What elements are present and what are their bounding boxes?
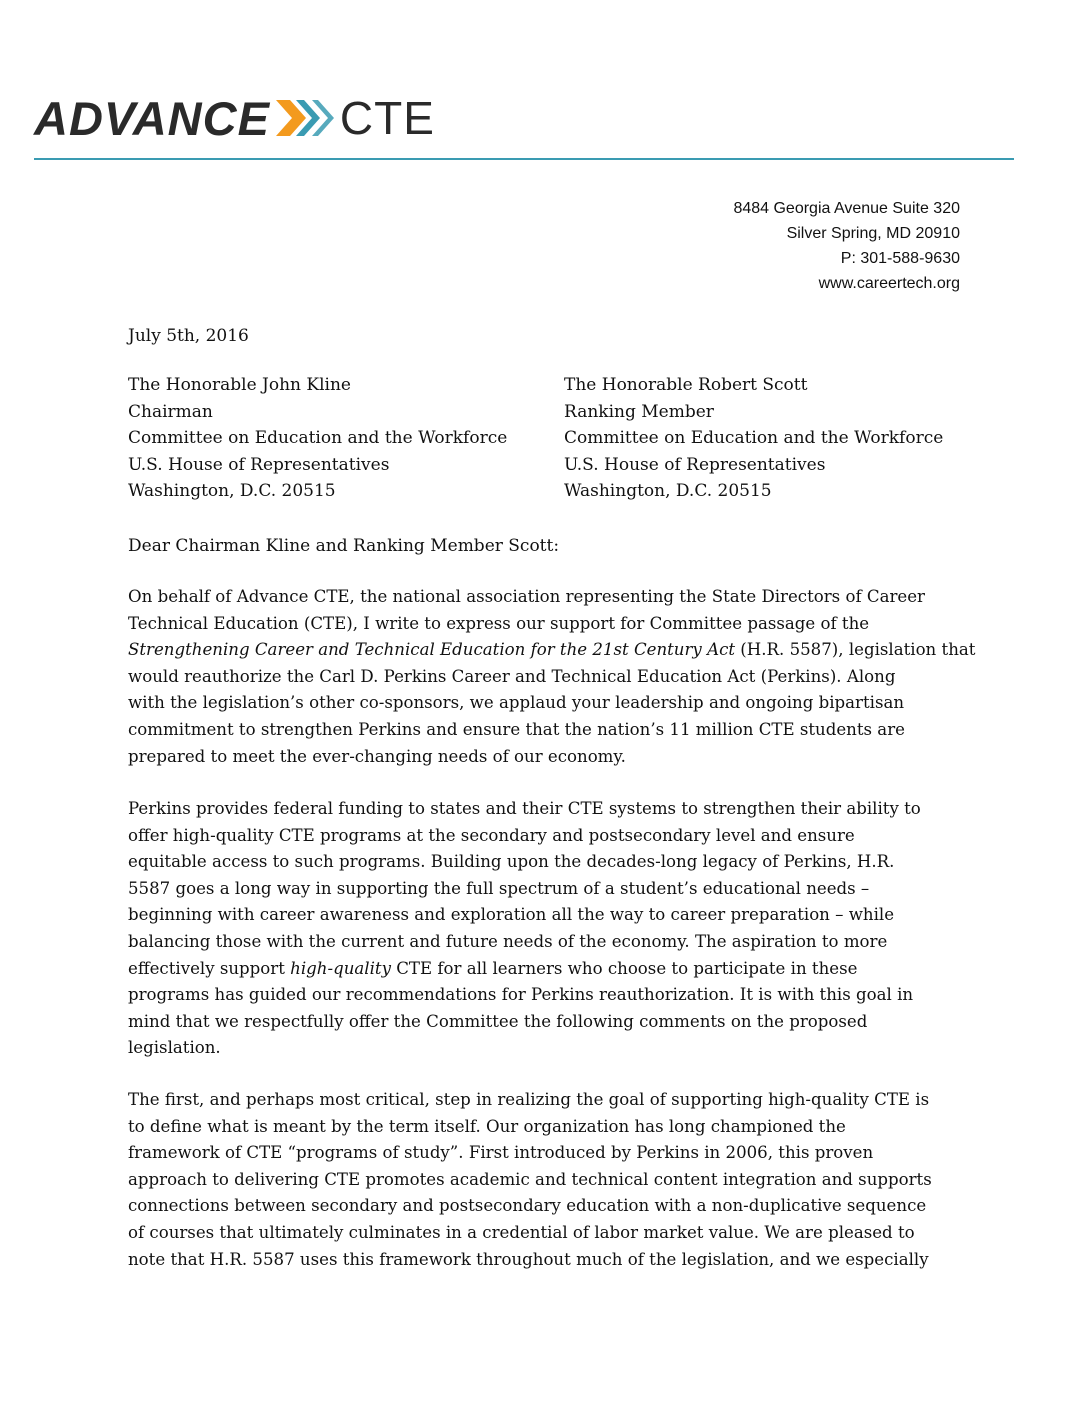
recipient-committee: Committee on Education and the Workforce (128, 428, 508, 448)
emphasis-text: high-quality (290, 958, 391, 978)
recipient-city: Washington, D.C. 20515 (128, 481, 336, 501)
paragraph-line: framework of CTE “programs of study”. First introduced by Perkins in 2006, this proven (128, 1143, 874, 1163)
recipient-right (564, 372, 943, 505)
paragraph-line: note that H.R. 5587 uses this framework throughout much of the legislation, and we especially (128, 1249, 929, 1269)
paragraph-line: Technical Education (CTE), I write to express our support for Committee passage of the (128, 613, 870, 633)
salutation: Dear Chairman Kline and Ranking Member Scott: (128, 536, 560, 556)
paragraph-line: commitment to strengthen Perkins and ensure that the nation’s 11 million CTE students are (128, 719, 905, 739)
address-phone: P: 301-588-9630 (840, 250, 960, 267)
logo-suffix: CTE (339, 92, 435, 144)
advance-cte-logo (34, 92, 435, 144)
recipient-chamber: U.S. House of Representatives (128, 454, 390, 475)
body-paragraph-2 (128, 796, 950, 1062)
paragraph-line: prepared to meet the ever-changing needs of our economy. (128, 746, 626, 766)
recipient-title: Ranking Member (564, 401, 714, 422)
paragraph-line: to define what is meant by the term itself. Our organization has long championed the (128, 1116, 846, 1136)
recipient-city: Washington, D.C. 20515 (564, 481, 772, 501)
paragraph-line: balancing those with the current and future needs of the economy. The aspiration to more (128, 931, 888, 951)
paragraph-line (128, 956, 950, 983)
paragraph-line: Perkins provides federal funding to states and their CTE systems to strengthen their ability to (128, 799, 921, 818)
letterhead-rule (34, 158, 1014, 160)
recipient-title: Chairman (128, 401, 213, 422)
paragraph-line: would reauthorize the Carl D. Perkins Career and Technical Education Act (Perkins). Along (128, 666, 896, 686)
act-title: Strengthening Career and Technical Education for the 21st Century Act (128, 640, 736, 660)
body-paragraph-1 (128, 584, 976, 770)
paragraph-line: equitable access to such programs. Building upon the decades-long legacy of Perkins, H.R. (128, 852, 895, 872)
paragraph-line: The first, and perhaps most critical, step in realizing the goal of supporting high-quality CTE is (128, 1090, 930, 1109)
paragraph-line: of courses that ultimately culminates in a credential of labor market value. We are pleased to (128, 1222, 915, 1242)
body-paragraph-3 (128, 1087, 950, 1273)
paragraph-line: beginning with career awareness and exploration all the way to career preparation – while (128, 905, 895, 925)
recipient-left (128, 372, 507, 505)
address-street: 8484 Georgia Avenue Suite 320 (733, 200, 960, 217)
address-city: Silver Spring, MD 20910 (786, 225, 960, 242)
recipient-name: The Honorable John Kline (128, 375, 351, 395)
paragraph-line (128, 637, 976, 664)
recipient-chamber: U.S. House of Representatives (564, 454, 826, 475)
paragraph-line: with the legislation’s other co-sponsors, we applaud your leadership and ongoing bipartisan (128, 693, 905, 713)
paragraph-line: approach to delivering CTE promotes academic and technical content integration and supports (128, 1169, 932, 1189)
logo-word: ADVANCE (34, 91, 270, 145)
letter-date: July 5th, 2016 (128, 326, 249, 346)
address-website: www.careertech.org (818, 275, 960, 292)
paragraph-line: 5587 goes a long way in supporting the full spectrum of a student’s educational needs – (128, 878, 870, 898)
paragraph-text: (H.R. 5587), legislation that (735, 640, 976, 660)
paragraph-text: effectively support (128, 958, 291, 978)
recipient-committee: Committee on Education and the Workforce (564, 428, 944, 448)
paragraph-line: programs has guided our recommendations for Perkins reauthorization. It is with this goal in (128, 985, 914, 1005)
paragraph-line: mind that we respectfully offer the Committee the following comments on the proposed (128, 1011, 868, 1031)
return-address (733, 196, 960, 296)
recipient-name: The Honorable Robert Scott (564, 375, 808, 395)
paragraph-line: connections between secondary and postsecondary education with a non-duplicative sequence (128, 1196, 927, 1216)
paragraph-line: On behalf of Advance CTE, the national association representing the State Directors of Career (128, 587, 925, 606)
paragraph-text: CTE for all learners who choose to participate in these (390, 958, 858, 978)
paragraph-line: offer high-quality CTE programs at the secondary and postsecondary level and ensure (128, 825, 855, 845)
paragraph-line: legislation. (128, 1038, 221, 1058)
logo-arrow-icon (274, 96, 338, 140)
